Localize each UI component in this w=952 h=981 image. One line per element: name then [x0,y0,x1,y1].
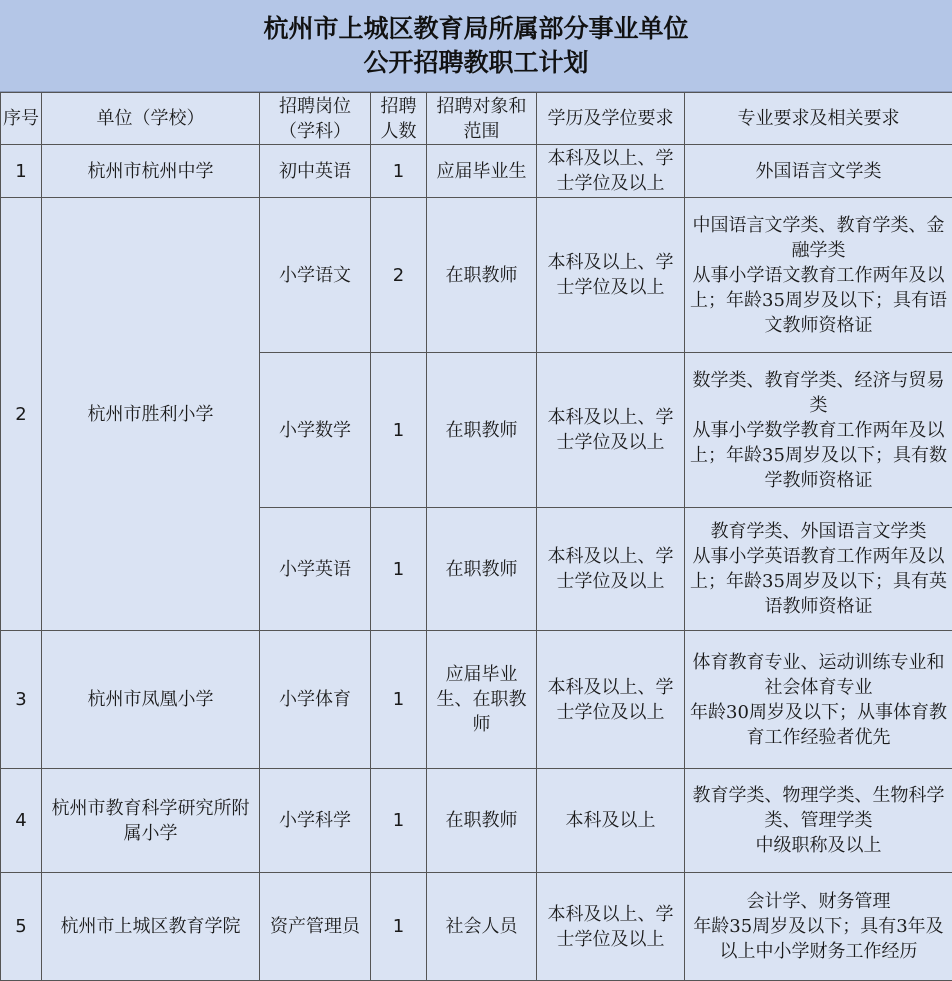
target-cell: 在职教师 [427,769,537,873]
table-row [1,198,952,353]
req-major: 会计学、财务管理 [687,889,950,914]
post-cell: 小学语文 [260,198,371,353]
target-cell: 应届毕业生、在职教师 [427,631,537,769]
req-cell [685,873,952,981]
edu-cell: 本科及以上、学士学位及以上 [537,873,685,981]
edu-cell: 本科及以上、学士学位及以上 [537,508,685,631]
req-cell [685,198,952,353]
seq-cell: 4 [1,769,42,873]
edu-cell: 本科及以上、学士学位及以上 [537,145,685,198]
req-major: 数学类、教育学类、经济与贸易类 [687,368,950,418]
count-cell: 1 [371,353,427,508]
header-row [1,93,952,145]
title-line-1: 杭州市上城区教育局所属部分事业单位 [263,12,688,46]
post-cell: 初中英语 [260,145,371,198]
header-unit: 单位（学校） [42,93,260,145]
req-other: 从事小学语文教育工作两年及以上；年龄35周岁及以下；具有语文教师资格证 [687,263,950,338]
target-cell: 社会人员 [427,873,537,981]
header-req: 专业要求及相关要求 [685,93,952,145]
target-cell: 应届毕业生 [427,145,537,198]
table-row [1,769,952,873]
post-cell: 小学英语 [260,508,371,631]
count-cell: 1 [371,631,427,769]
req-other: 年龄35周岁及以下；具有3年及以上中小学财务工作经历 [687,914,950,964]
seq-cell: 3 [1,631,42,769]
header-target: 招聘对象和范围 [427,93,537,145]
header-count: 招聘人数 [371,93,427,145]
header-edu: 学历及学位要求 [537,93,685,145]
req-other: 年龄30周岁及以下；从事体育教育工作经验者优先 [687,700,950,750]
count-cell: 1 [371,145,427,198]
edu-cell: 本科及以上 [537,769,685,873]
seq-cell: 1 [1,145,42,198]
req-major: 外国语言文学类 [687,159,950,184]
req-other: 从事小学数学教育工作两年及以上；年龄35周岁及以下；具有数学教师资格证 [687,418,950,493]
post-cell: 小学数学 [260,353,371,508]
req-major: 教育学类、物理学类、生物科学类、管理学类 [687,783,950,833]
table-row [1,145,952,198]
req-other: 从事小学英语教育工作两年及以上；年龄35周岁及以下；具有英语教师资格证 [687,544,950,619]
count-cell: 1 [371,769,427,873]
unit-cell: 杭州市教育科学研究所附属小学 [42,769,260,873]
edu-cell: 本科及以上、学士学位及以上 [537,353,685,508]
req-cell [685,769,952,873]
target-cell: 在职教师 [427,508,537,631]
req-cell [685,631,952,769]
unit-cell: 杭州市凤凰小学 [42,631,260,769]
req-other: 中级职称及以上 [687,833,950,858]
title-line-2: 公开招聘教职工计划 [363,46,588,80]
header-post: 招聘岗位（学科） [260,93,371,145]
target-cell: 在职教师 [427,353,537,508]
seq-cell: 2 [1,198,42,631]
table-row [1,631,952,769]
document-title [0,0,952,92]
req-cell [685,353,952,508]
req-major: 教育学类、外国语言文学类 [687,519,950,544]
edu-cell: 本科及以上、学士学位及以上 [537,198,685,353]
req-cell [685,145,952,198]
recruitment-table [0,92,952,981]
target-cell: 在职教师 [427,198,537,353]
post-cell: 资产管理员 [260,873,371,981]
req-cell [685,508,952,631]
edu-cell: 本科及以上、学士学位及以上 [537,631,685,769]
post-cell: 小学体育 [260,631,371,769]
post-cell: 小学科学 [260,769,371,873]
req-major: 体育教育专业、运动训练专业和社会体育专业 [687,650,950,700]
seq-cell: 5 [1,873,42,981]
table-row [1,873,952,981]
unit-cell: 杭州市胜利小学 [42,198,260,631]
unit-cell: 杭州市杭州中学 [42,145,260,198]
count-cell: 1 [371,508,427,631]
unit-cell: 杭州市上城区教育学院 [42,873,260,981]
req-major: 中国语言文学类、教育学类、金融学类 [687,213,950,263]
header-seq: 序号 [1,93,42,145]
count-cell: 1 [371,873,427,981]
count-cell: 2 [371,198,427,353]
